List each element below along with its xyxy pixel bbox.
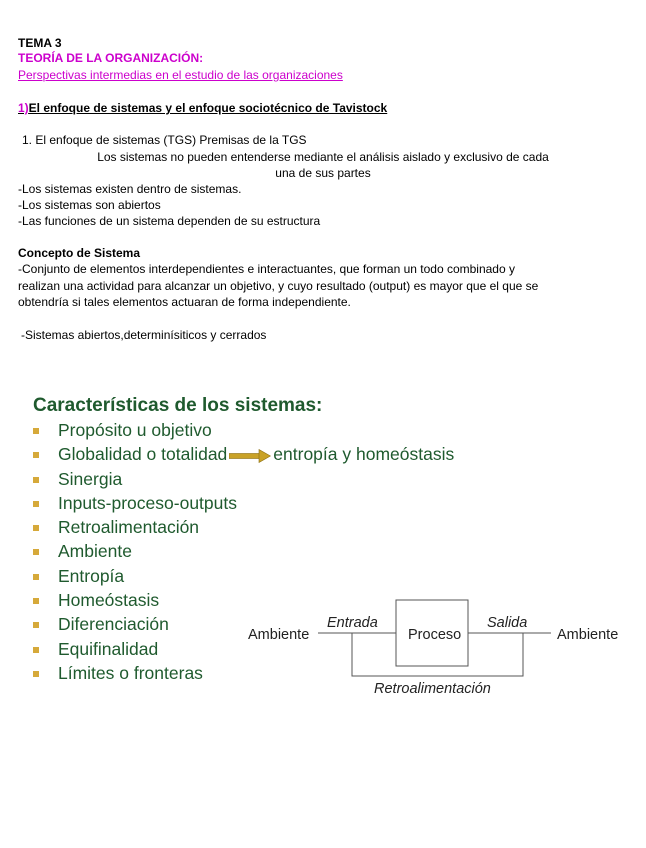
bullet-item: Propósito u objetivo (33, 418, 454, 442)
bullet-item: Globalidad o totalidad entropía y homeóstasis (33, 442, 454, 466)
retroalimentacion-label: Retroalimentación (374, 681, 491, 697)
globalidad-extra: entropía y homeóstasis (273, 444, 455, 465)
premise-2: -Los sistemas son abiertos (18, 198, 161, 212)
tipos-sistemas: -Sistemas abiertos,determinísiticos y cerrados (21, 328, 267, 342)
bullet-item: Homeóstasis (33, 588, 454, 612)
tgs-centered-line-2: una de sus partes (275, 166, 371, 180)
premise-3: -Las funciones de un sistema dependen de su estructura (18, 214, 321, 228)
slide-title: Características de los sistemas: (33, 395, 323, 416)
bullet-item: Sinergia (33, 467, 454, 491)
premise-1: -Los sistemas existen dentro de sistemas. (18, 182, 242, 196)
bullet-item: Equifinalidad (33, 637, 454, 661)
concepto-heading: Concepto de Sistema (18, 246, 141, 260)
bullet-item: Diferenciación (33, 612, 454, 636)
bullet-item: Retroalimentación (33, 515, 454, 539)
concepto-line-3: obtendría si tales elementos actuaran de forma independiente. (18, 295, 351, 309)
bullet-item: Entropía (33, 564, 454, 588)
salida-label: Salida (487, 615, 528, 631)
tgs-line: 1. El enfoque de sistemas (TGS) Premisas de la TGS (22, 133, 307, 147)
ambiente-right-label: Ambiente (557, 627, 619, 643)
entrada-label: Entrada (327, 615, 378, 631)
concepto-line-2: realizan una actividad para alcanzar un objetivo, y cuyo resultado (output) es mayor que el que se (18, 279, 539, 293)
bullet-item: Límites o fronteras (33, 661, 454, 685)
ambiente-left-label: Ambiente (248, 627, 310, 643)
teoria-heading: TEORÍA DE LA ORGANIZACIÓN: (18, 51, 204, 65)
bullet-item: Inputs-proceso-outputs (33, 491, 454, 515)
bullet-item: Ambiente (33, 539, 454, 563)
tgs-centered-line-1: Los sistemas no pueden entenderse mediante el análisis aislado y exclusivo de cada (97, 150, 549, 164)
section-1-number: 1) (18, 101, 29, 115)
tema-label: TEMA 3 (18, 36, 62, 50)
perspectivas-subtitle: Perspectivas intermedias en el estudio de las organizaciones (18, 68, 343, 82)
section-1-title: El enfoque de sistemas y el enfoque sociotécnico de Tavistock (28, 101, 388, 115)
concepto-line-1: -Conjunto de elementos interdependientes e interactuantes, que forman un todo combinado y (18, 262, 515, 276)
proceso-label: Proceso (408, 627, 462, 643)
